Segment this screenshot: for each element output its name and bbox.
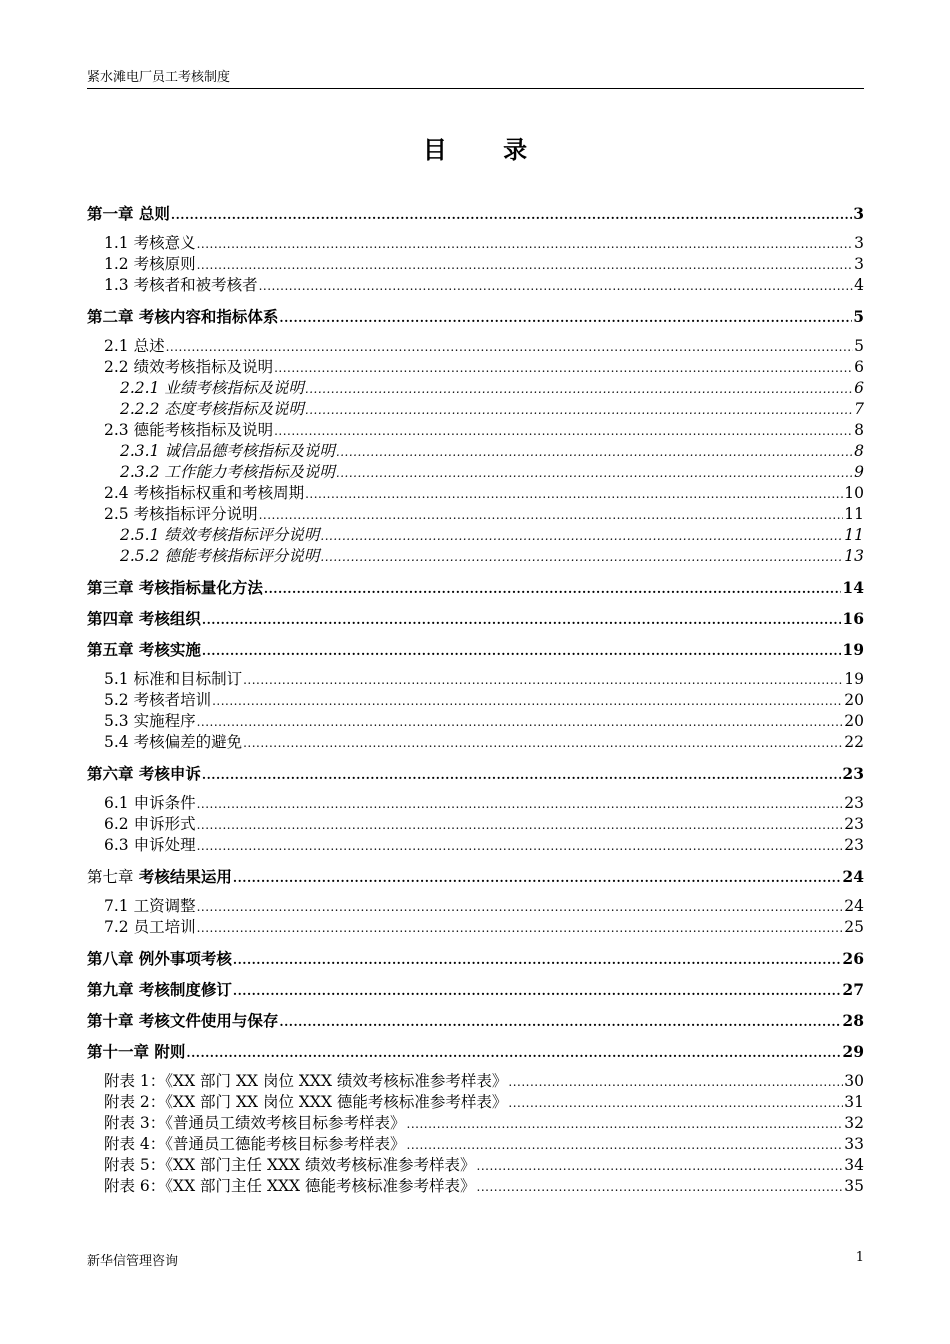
toc-entry-page: 5 (853, 307, 864, 326)
toc-entry[interactable] (87, 306, 864, 327)
toc-dot-leader (279, 308, 852, 327)
toc-entry[interactable] (87, 399, 864, 420)
toc-dot-leader (305, 484, 843, 504)
toc-dot-leader (197, 815, 844, 835)
toc-entry-page: 23 (842, 764, 864, 783)
toc-entry-page: 34 (844, 1156, 864, 1174)
toc-entry-label-prefix: 第七章 (87, 868, 134, 886)
toc-entry-page: 5 (854, 337, 864, 355)
toc-entry-label: 5.1 标准和目标制订 (104, 670, 243, 688)
toc-entry-label: 2.2.1 业绩考核指标及说明 (120, 379, 304, 397)
toc-dot-leader (171, 205, 852, 224)
footer-page-number: 1 (855, 1250, 864, 1265)
toc-dot-leader (197, 794, 844, 814)
toc-entry-label: 5.4 考核偏差的避免 (104, 733, 243, 751)
toc-entry[interactable] (87, 525, 864, 546)
toc-entry-page: 31 (844, 1093, 864, 1111)
toc-dot-leader (197, 712, 844, 732)
toc-entry-page: 32 (844, 1114, 864, 1132)
toc-entry-label: 附表 4：《普通员工德能考核目标参考样表》 (104, 1135, 406, 1153)
toc-entry-label: 2.5.2 德能考核指标评分说明 (120, 547, 320, 565)
toc-entry[interactable] (87, 1176, 864, 1197)
toc-entry[interactable] (87, 1092, 864, 1113)
toc-entry-label: 第九章 考核制度修订 (87, 980, 232, 999)
toc-entry-page: 3 (854, 234, 864, 252)
toc-entry[interactable] (87, 336, 864, 357)
toc-entry[interactable] (87, 763, 864, 784)
toc-entry[interactable] (87, 1071, 864, 1092)
toc-dot-leader (259, 505, 844, 525)
toc-entry[interactable] (87, 441, 864, 462)
toc-entry-page: 33 (844, 1135, 864, 1153)
toc-entry-page: 14 (842, 578, 864, 597)
toc-entry[interactable] (87, 979, 864, 1000)
toc-entry[interactable] (87, 1134, 864, 1155)
toc-entry-page: 7 (854, 400, 864, 418)
table-of-contents (87, 203, 864, 1197)
toc-entry-page: 10 (844, 484, 864, 502)
toc-entry[interactable] (87, 639, 864, 660)
toc-dot-leader (508, 1072, 843, 1092)
toc-dot-leader (233, 950, 842, 969)
toc-entry-page: 22 (844, 733, 864, 751)
toc-entry-page: 25 (844, 918, 864, 936)
toc-entry[interactable] (87, 866, 864, 887)
toc-entry[interactable] (87, 814, 864, 835)
toc-dot-leader (477, 1177, 844, 1197)
toc-dot-leader (264, 579, 842, 598)
toc-entry-label: 6.2 申诉形式 (104, 815, 196, 833)
toc-entry-page: 28 (842, 1011, 864, 1030)
toc-entry-label: 7.1 工资调整 (104, 897, 196, 915)
toc-entry[interactable] (87, 546, 864, 567)
toc-entry-page: 20 (844, 712, 864, 730)
toc-entry[interactable] (87, 732, 864, 753)
toc-dot-leader (166, 337, 854, 357)
toc-entry-label: 附表 2：《XX 部门 XX 岗位 XXX 德能考核标准参考样表》 (104, 1093, 508, 1111)
toc-entry-label: 5.3 实施程序 (104, 712, 196, 730)
toc-entry[interactable] (87, 835, 864, 856)
toc-entry-label: 6.3 申诉处理 (104, 836, 196, 854)
toc-dot-leader (233, 981, 842, 1000)
toc-entry-label: 6.1 申诉条件 (104, 794, 196, 812)
toc-entry[interactable] (87, 948, 864, 969)
toc-dot-leader (320, 526, 843, 546)
toc-dot-leader (202, 765, 842, 784)
toc-entry-label: 2.5.1 绩效考核指标评分说明 (120, 526, 320, 544)
toc-entry-page: 19 (844, 670, 864, 688)
toc-entry-label (87, 866, 232, 887)
toc-entry[interactable] (87, 1155, 864, 1176)
toc-dot-leader (202, 641, 842, 660)
toc-dot-leader (320, 547, 843, 567)
toc-entry-label: 1.2 考核原则 (104, 255, 196, 273)
toc-dot-leader (243, 733, 843, 753)
toc-entry-page: 23 (844, 815, 864, 833)
toc-entry[interactable] (87, 378, 864, 399)
toc-dot-leader (305, 400, 853, 420)
toc-entry-label: 第十一章 附则 (87, 1042, 186, 1061)
toc-entry-label: 第五章 考核实施 (87, 640, 201, 659)
toc-entry-label: 5.2 考核者培训 (104, 691, 212, 709)
toc-entry-label: 第三章 考核指标量化方法 (87, 578, 263, 597)
toc-entry-label: 2.1 总述 (104, 337, 165, 355)
toc-entry-label: 2.3.2 工作能力考核指标及说明 (120, 463, 335, 481)
toc-entry[interactable] (87, 690, 864, 711)
toc-entry-page: 11 (844, 505, 864, 523)
toc-entry-label: 1.1 考核意义 (104, 234, 196, 252)
page-header: 紧水滩电厂员工考核制度 (87, 70, 864, 89)
toc-dot-leader (477, 1156, 844, 1176)
toc-entry-page: 6 (854, 358, 864, 376)
toc-dot-leader (407, 1135, 844, 1155)
toc-entry-page: 11 (844, 526, 864, 544)
toc-entry-label: 附表 3：《普通员工绩效考核目标参考样表》 (104, 1114, 406, 1132)
toc-dot-leader (259, 276, 854, 296)
toc-entry-label: 2.2.2 态度考核指标及说明 (120, 400, 304, 418)
toc-entry-label: 附表 1：《XX 部门 XX 岗位 XXX 绩效考核标准参考样表》 (104, 1072, 508, 1090)
toc-entry-page: 20 (844, 691, 864, 709)
toc-entry-page: 6 (854, 379, 864, 397)
toc-entry-label: 附表 5：《XX 部门主任 XXX 绩效考核标准参考样表》 (104, 1156, 476, 1174)
toc-entry-page: 9 (854, 463, 864, 481)
toc-entry-page: 30 (844, 1072, 864, 1090)
toc-entry[interactable] (87, 917, 864, 938)
footer-company: 新华信管理咨询 (87, 1254, 179, 1269)
toc-entry-page: 4 (854, 276, 864, 294)
toc-dot-leader (407, 1114, 844, 1134)
toc-entry-label: 第六章 考核申诉 (87, 764, 201, 783)
toc-entry-page: 23 (844, 836, 864, 854)
toc-entry[interactable] (87, 711, 864, 732)
toc-dot-leader (202, 610, 842, 629)
toc-entry[interactable] (87, 275, 864, 296)
toc-dot-leader (279, 1012, 841, 1031)
toc-dot-leader (305, 379, 853, 399)
toc-entry[interactable] (87, 254, 864, 275)
toc-entry-label: 第一章 总则 (87, 204, 170, 223)
toc-entry[interactable] (87, 608, 864, 629)
toc-dot-leader (197, 836, 844, 856)
toc-dot-leader (274, 358, 853, 378)
toc-entry[interactable] (87, 1010, 864, 1031)
toc-entry[interactable] (87, 793, 864, 814)
toc-entry[interactable] (87, 233, 864, 254)
toc-entry-label: 2.3.1 诚信品德考核指标及说明 (120, 442, 335, 460)
toc-dot-leader (233, 868, 842, 887)
page-title: 目 录 (422, 136, 552, 164)
toc-entry-label-title: 考核结果运用 (133, 867, 232, 886)
toc-dot-leader (336, 442, 853, 462)
toc-entry-page: 29 (842, 1042, 864, 1061)
toc-entry-page: 26 (842, 949, 864, 968)
toc-entry-page: 24 (844, 897, 864, 915)
toc-entry-page: 13 (844, 547, 864, 565)
toc-entry-page: 3 (854, 255, 864, 273)
toc-dot-leader (274, 421, 853, 441)
toc-entry-page: 16 (842, 609, 864, 628)
toc-entry[interactable] (87, 896, 864, 917)
toc-entry[interactable] (87, 1041, 864, 1062)
toc-entry[interactable] (87, 669, 864, 690)
toc-entry-page: 27 (842, 980, 864, 999)
toc-entry-label: 2.5 考核指标评分说明 (104, 505, 258, 523)
toc-entry-page: 3 (853, 204, 864, 223)
toc-dot-leader (508, 1093, 843, 1113)
toc-entry-label: 第八章 例外事项考核 (87, 949, 232, 968)
toc-entry-page: 19 (842, 640, 864, 659)
toc-dot-leader (186, 1043, 841, 1062)
toc-entry-page: 8 (854, 421, 864, 439)
toc-dot-leader (336, 463, 853, 483)
toc-entry[interactable] (87, 577, 864, 598)
toc-entry[interactable] (87, 203, 864, 224)
toc-entry[interactable] (87, 504, 864, 525)
toc-dot-leader (197, 255, 854, 275)
toc-entry-label: 2.4 考核指标权重和考核周期 (104, 484, 305, 502)
toc-entry[interactable] (87, 462, 864, 483)
toc-dot-leader (197, 918, 844, 938)
toc-entry-label: 2.3 德能考核指标及说明 (104, 421, 274, 439)
toc-entry-label: 7.2 员工培训 (104, 918, 196, 936)
toc-dot-leader (197, 234, 854, 254)
toc-entry-page: 8 (854, 442, 864, 460)
toc-entry[interactable] (87, 483, 864, 504)
toc-entry-label: 2.2 绩效考核指标及说明 (104, 358, 274, 376)
toc-dot-leader (197, 897, 844, 917)
toc-dot-leader (243, 670, 843, 690)
toc-entry-label: 第二章 考核内容和指标体系 (87, 307, 279, 326)
toc-dot-leader (212, 691, 843, 711)
toc-entry-page: 35 (844, 1177, 864, 1195)
toc-entry-label: 第十章 考核文件使用与保存 (87, 1011, 279, 1030)
toc-entry[interactable] (87, 420, 864, 441)
toc-entry-label: 附表 6：《XX 部门主任 XXX 德能考核标准参考样表》 (104, 1177, 476, 1195)
toc-entry-page: 24 (842, 867, 864, 886)
toc-entry[interactable] (87, 357, 864, 378)
toc-entry[interactable] (87, 1113, 864, 1134)
toc-entry-label: 第四章 考核组织 (87, 609, 201, 628)
toc-entry-page: 23 (844, 794, 864, 812)
toc-entry-label: 1.3 考核者和被考核者 (104, 276, 258, 294)
